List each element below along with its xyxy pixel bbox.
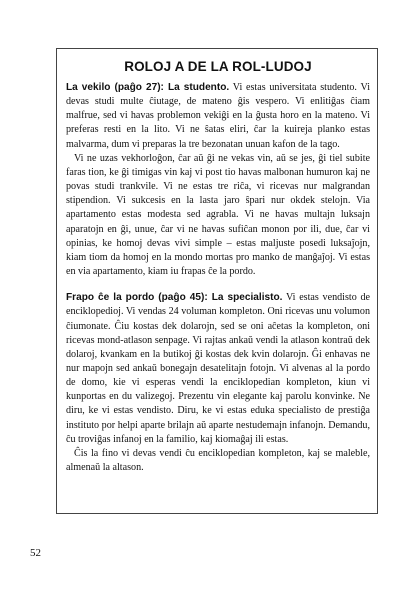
page-number: 52 bbox=[30, 547, 41, 559]
section-1-heading: La vekilo (paĝo 27): La studento. bbox=[66, 82, 230, 93]
section-2-paragraph-2: Ĉis la fino vi devas vendi ĉu enciklopedian kompleton, kaj se maleble, almenaŭ la altason. bbox=[66, 447, 370, 474]
section-2-heading: Frapo ĉe la pordo (paĝo 45): La specialisto. bbox=[66, 292, 283, 304]
section-1-text: Vi estas universitata studento. Vi devas studi multe ĉiutage, de mateno ĝis vespero. Vi enlitiĝas ĉiam malfrue, sed vi havas problemon vekiĝi en la ĝusta horo en la mateno. Vi preferas resti en la lito. Vi ne ŝatas eliri, ĉar la kuireja planko estas malvarma, dum vi preparas la tre bezonatan unuan kafon de la tago. bbox=[66, 82, 371, 150]
section-gap bbox=[66, 279, 370, 291]
section-2-text: Vi estas vendisto de enciklopedioj. Vi vendas 24 voluman kompleton. Oni ricevas unu volumon ĉiumonate. Ĉiu kostas dek dolarojn, sed se oni aĉetas la kompleton, oni ricevas mond-atlason senpage. Vi rajtas ankaŭ vendi la atlason kontraŭ dek dolaroj, kvankam en la butikoj ĝi kostas dek kvin dolarojn. Ĝi enhavas ne nur mapojn sed ankaŭ bonegajn desatelitajn fotojn. Vi alvenas al la pordo de domo, kie vi esperas vendi la enciklopedian kompleton, kiun vi kunportas en du valizegoj. Prezentu vin elegante kaj parolu konvinke. Ne diru, ke vi estas vendisto. Diru, ke vi estas eduka specialisto de prestiĝa instituto por helpi aparte brilajn aŭ aparte nestudemajn infanojn. Demandu, ĉu troviĝas infanoj en la familio, kaj kiomaĝaj ili estas. bbox=[66, 292, 370, 445]
page-title: ROLOJ A DE LA ROL-LUDOJ bbox=[124, 59, 312, 74]
section-2-paragraph-1 bbox=[66, 291, 370, 447]
section-1-paragraph-1 bbox=[66, 81, 370, 152]
section-1-paragraph-2: Vi ne uzas vekhorloĝon, ĉar aŭ ĝi ne vekas vin, aŭ se jes, ĝi tiel subite faras tion, ke ĝi timigas vin kaj vi post tio havas malbonan humuron kaj ne povas studi trankvile. Vi ne estas tre riĉa, vi ricevas nur malgrandan stipendion. Vi sukcesis en la lasta jaro ŝpari nur okdek stelojn. Via apartamento estas modesta sed agrabla. Vi ne havas multajn luksajn aparatojn en ĝi, unue, ĉar vi ne havas sufiĉan monon por ili, due, ĉar vi opinias, ke homoj devas vivi simple – estas maljuste posedi luksaĵojn, kiam tiom da homoj en la mondo mortas pro manko de manĝaĵoj. Vi estas en via apartamento, kiam iu frapas ĉe la pordo. bbox=[66, 152, 370, 278]
text-box bbox=[56, 48, 378, 514]
